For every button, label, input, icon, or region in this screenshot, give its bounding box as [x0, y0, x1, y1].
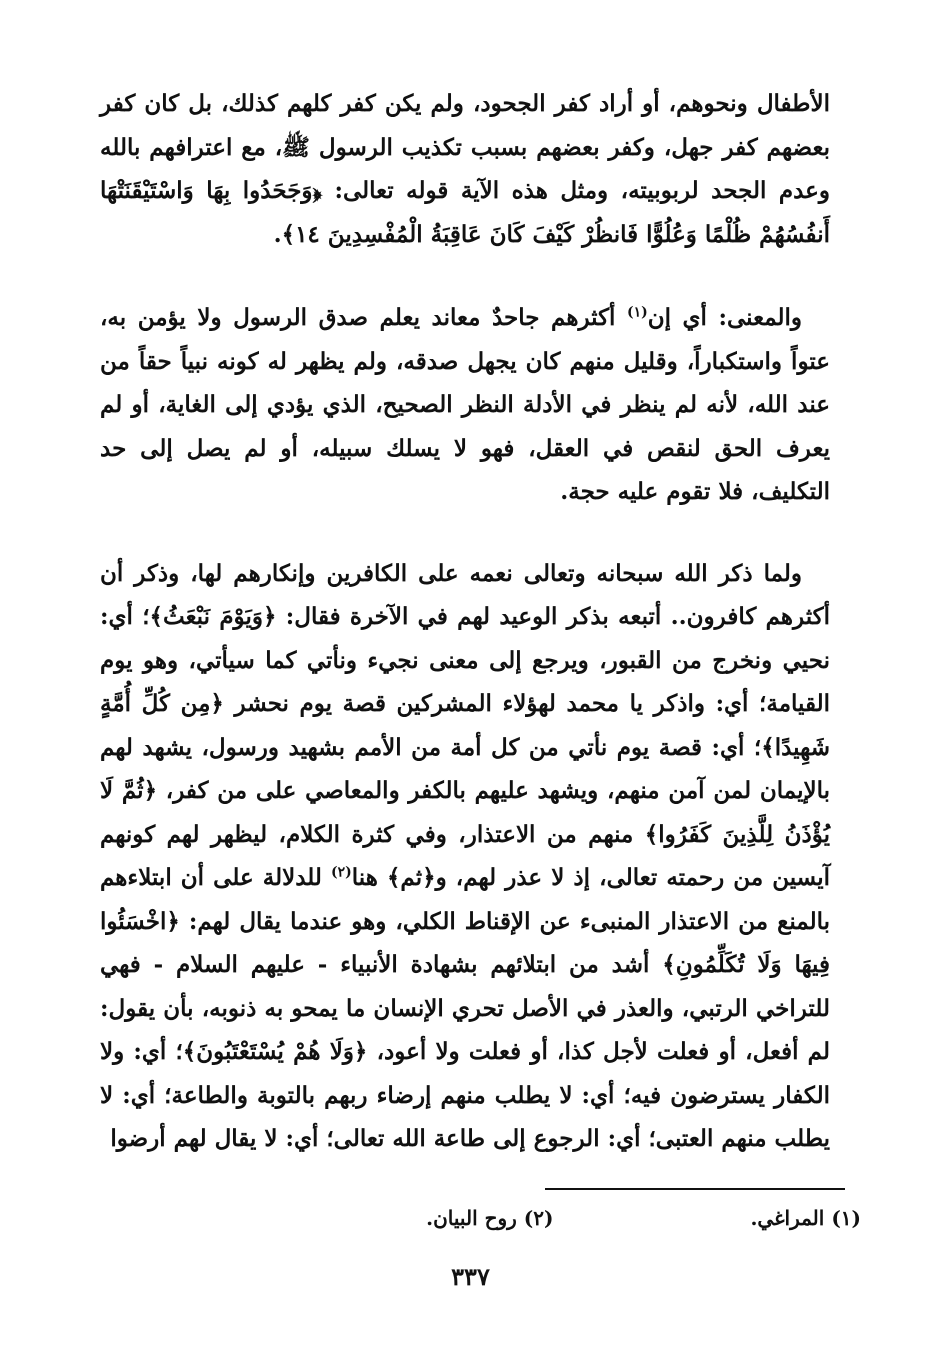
footnote-1 [750, 1206, 861, 1230]
paragraph-2-after-ref: أكثرهم جاحدٌ معاند يعلم صدق الرسول ولا يؤمن به، عتواً واستكباراً، وقليل منهم كان يجهل صدقه، ولم يظهر له كونه نبياً حقاً من عند الله، لأنه لم ينظر في الأدلة النظر الصحيح، الذي يؤدي إلى الغاية، أو لم يعرف الحق لنقص في العقل، فهو لا يسلك سبيله، أو لم يصل إلى حد التكليف، فلا تقوم عليه حجة. [100, 304, 830, 505]
paragraph-1 [100, 82, 830, 256]
footnote-ref-1: (١) [626, 304, 648, 321]
footnote-ref-2: (٢) [331, 864, 352, 881]
footnote-2-number: (٢) [523, 1206, 554, 1230]
paragraph-2-before-ref: : أي إن [647, 304, 727, 331]
paragraph-3-after-ref: للدلالة على أن ابتلاءهم بالمنع من الاعتذار المنبىء عن الإقناط الكلي، وهو عندما يقال لهم: ﴿اخْسَئُوا فِيهَا وَلَا تُكَلِّمُونِ﴾ أشد من ابتلائهم بشهادة الأنبياء - عليهم السلام - فهي للتراخي الرتبي، والعذر في الأصل تحري الإنسان ما يمحو به ذنوبه، بأن يقول: لم أفعل، أو فعلت لأجل كذا، أو فعلت ولا أعود، ﴿وَلَا هُمْ يُسْتَعْتَبُونَ﴾؛ أي: ولا الكفار يسترضون فيه؛ أي: لا يطلب منهم إرضاء ربهم بالتوبة والطاعة؛ أي: لا يطلب منهم العتبى؛ أي: الرجوع إلى طاعة الله تعالى؛ أي: لا يقال لهم أرضوا [100, 864, 830, 1152]
footnote-divider [545, 1188, 845, 1190]
paragraph-1-text: الأطفال ونحوهم، أو أراد كفر الجحود، ولم يكن كفر كلهم كذلك، بل كان كفر بعضهم كفر جهل، وكفر بعضهم بسبب تكذيب الرسول ﷺ، مع اعترافهم بالله وعدم الجحد لربوبيته، ومثل هذه الآية قوله تعالى: ﴿وَجَحَدُوا بِهَا وَاسْتَيْقَنَتْهَا أَنفُسُهُمْ ظُلْمًا وَعُلُوًّا فَانظُرْ كَيْفَ كَانَ عَاقِبَةُ الْمُفْسِدِينَ ١٤﴾. [100, 90, 830, 248]
main-text [100, 82, 830, 1161]
paragraph-2-lead: والمعنى [726, 304, 802, 331]
footnote-1-text: المراغي. [750, 1206, 825, 1230]
paragraph-3-before-ref: ولما ذكر الله سبحانه وتعالى نعمه على الكافرين وإنكارهم لها، وذكر أن أكثرهم كافرون.. أتبعه بذكر الوعيد لهم في الآخرة فقال: ﴿وَيَوْمَ نَبْعَثُ﴾؛ أي: نحيي ونخرج من القبور، ويرجع إلى معنى نجيء ونأتي كما سيأتي، وهو يوم القيامة؛ أي: واذكر يا محمد لهؤلاء المشركين قصة يوم نحشر ﴿مِن كُلِّ أُمَّةٍ شَهِيدًا﴾؛ أي: قصة يوم نأتي من كل أمة من الأمم بشهيد ورسول، يشهد لهم بالإيمان لمن آمن منهم، ويشهد عليهم بالكفر والمعاصي على من كفر، ﴿ثُمَّ لَا يُؤْذَنُ لِلَّذِينَ كَفَرُوا﴾ منهم من الاعتذار، وفي كثرة الكلام، ليظهر لهم كونهم آيسين من رحمته تعالى، إذ لا عذر لهم، و﴿ثم﴾ هنا [100, 559, 830, 891]
page-number: ٣٣٧ [451, 1262, 490, 1291]
footnote-2 [426, 1206, 553, 1230]
footnotes [426, 1206, 861, 1230]
footnote-1-number: (١) [831, 1206, 861, 1230]
paragraph-2 [100, 296, 830, 514]
footnote-2-text: روح البيان. [426, 1206, 517, 1230]
paragraph-3 [100, 552, 830, 1161]
